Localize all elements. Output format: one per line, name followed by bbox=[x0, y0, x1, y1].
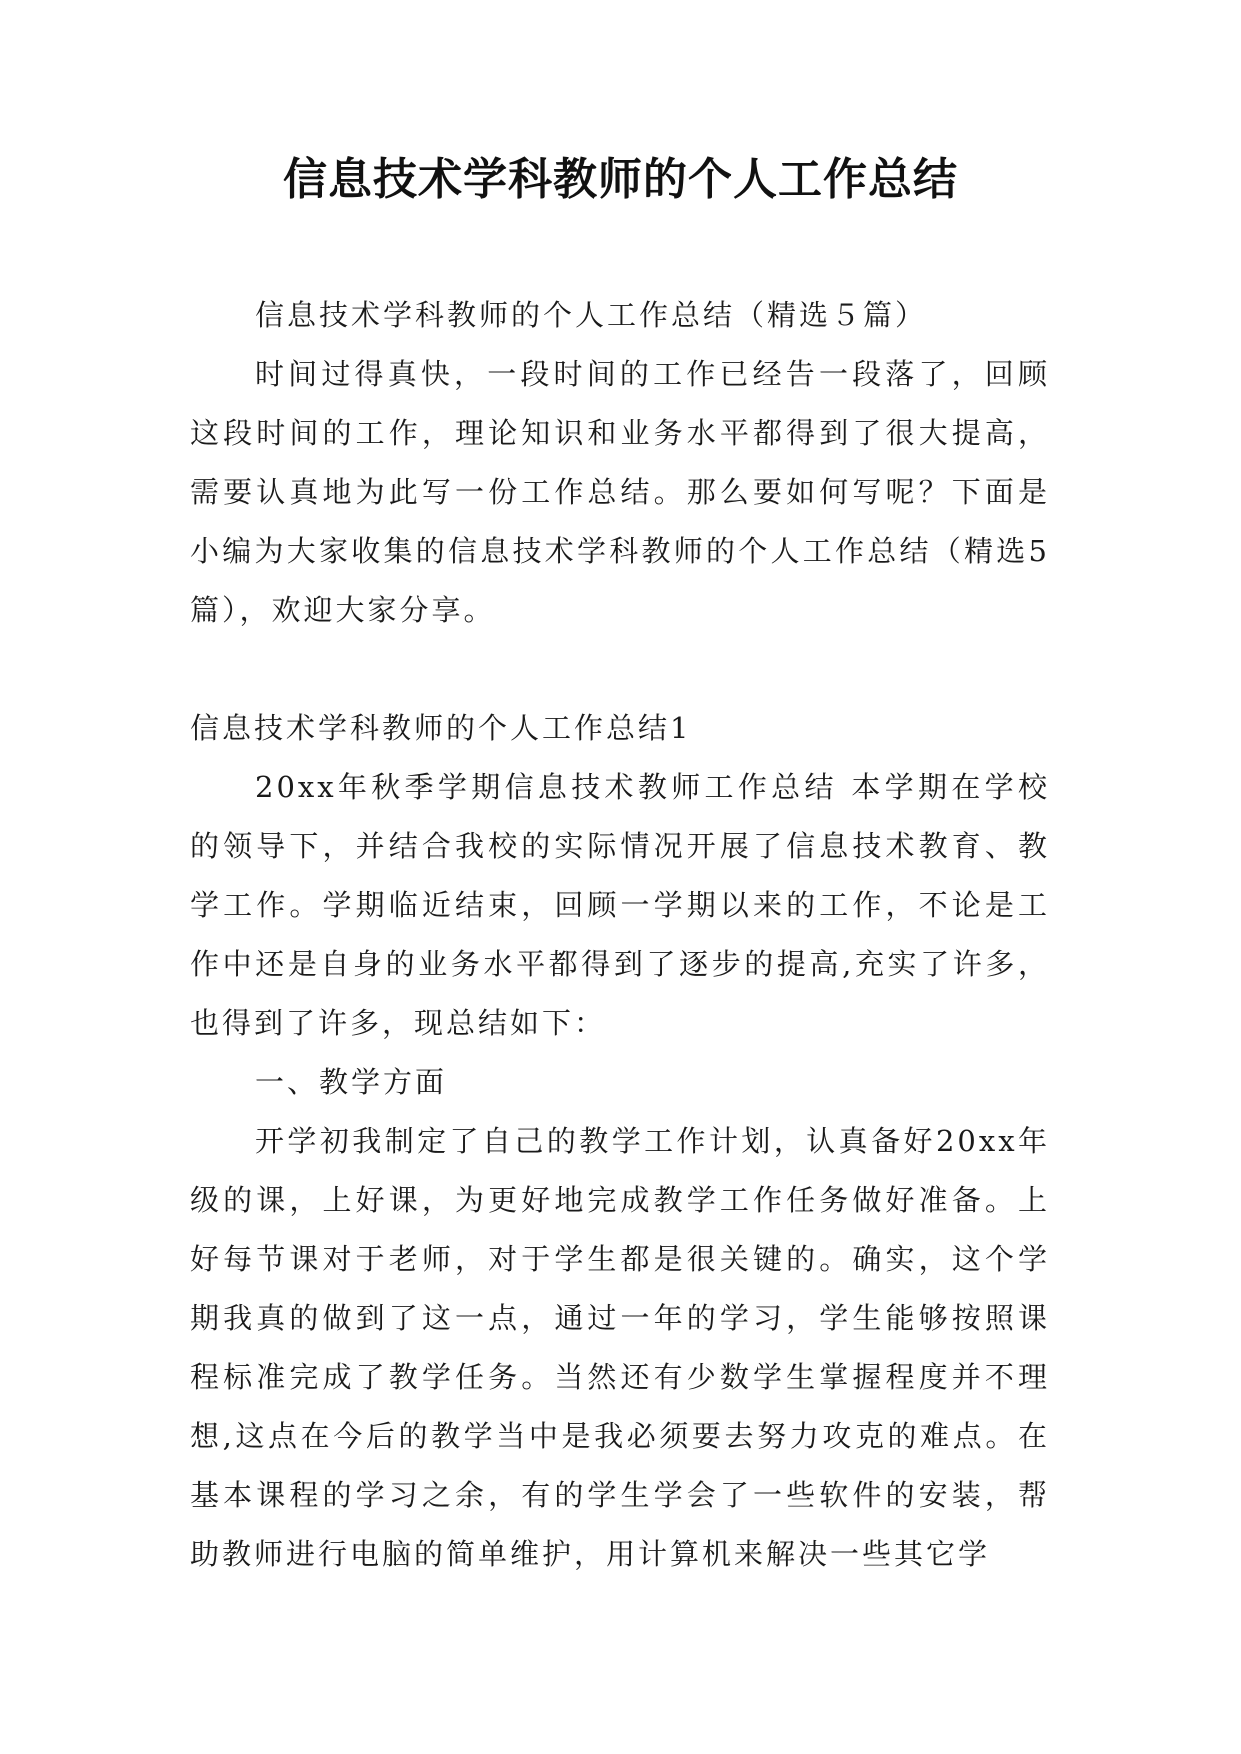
section-paragraph: 开学初我制定了自己的教学工作计划，认真备好20xx年级的课，上好课，为更好地完成教学工作任务做好准备。上好每节课对于老师，对于学生都是很关键的。确实，这个学期我真的做到了这一点，通过一年的学习，学生能够按照课程标准完成了教学任务。当然还有少数学生掌握程度并不理想,这点在今后的教学当中是我必须要去努力攻克的难点。在基本课程的学习之余，有的学生学会了一些软件的安装，帮助教师进行电脑的简单维护，用计算机来解决一些其它学 bbox=[190, 1124, 1050, 1571]
section-paragraph: 20xx年秋季学期信息技术教师工作总结 本学期在学校的领导下，并结合我校的实际情况开展了信息技术教育、教学工作。学期临近结束，回顾一学期以来的工作，不论是工作中还是自身的业务水平都得到了逐步的提高,充实了许多，也得到了许多，现总结如下： bbox=[190, 770, 1050, 1040]
section-subheading: 一、教学方面 bbox=[255, 1065, 448, 1099]
document-subtitle: 信息技术学科教师的个人工作总结（精选５篇） bbox=[255, 298, 928, 332]
document-body bbox=[190, 286, 1050, 1584]
section-heading: 信息技术学科教师的个人工作总结1 bbox=[190, 711, 692, 745]
document-title: 信息技术学科教师的个人工作总结 bbox=[283, 154, 958, 205]
intro-paragraph: 时间过得真快，一段时间的工作已经告一段落了，回顾这段时间的工作，理论知识和业务水平都得到了很大提高，需要认真地为此写一份工作总结。那么要如何写呢？下面是小编为大家收集的信息技术学科教师的个人工作总结（精选5篇），欢迎大家分享。 bbox=[190, 357, 1050, 627]
